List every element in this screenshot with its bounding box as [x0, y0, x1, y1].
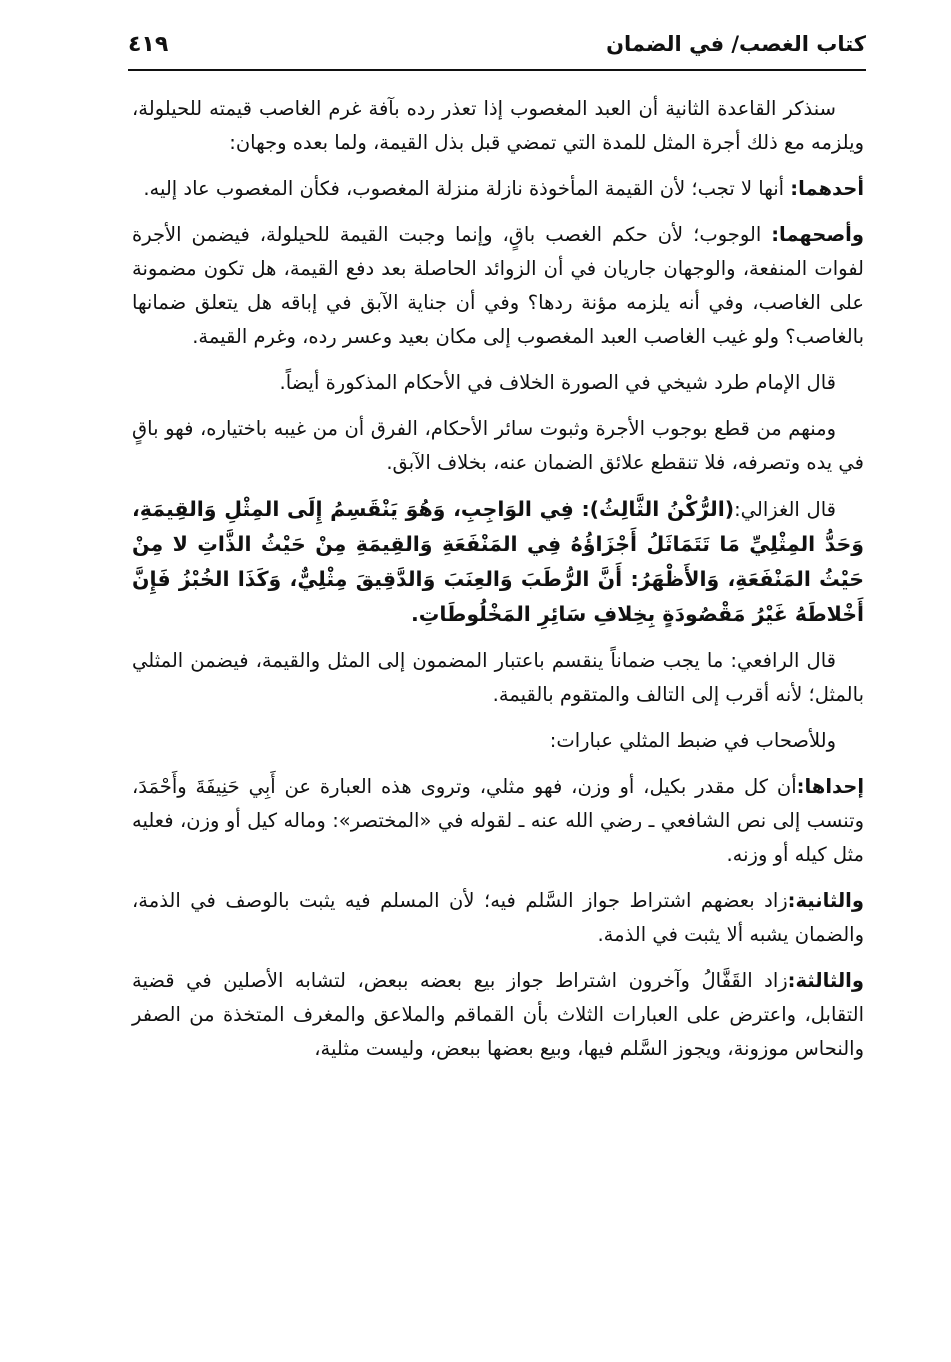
- paragraph-text: الوجوب؛ لأن حكم الغصب باقٍ، وإنما وجبت القيمة للحيلولة، فيضمن الأجرة لفوات المنفعة، والوجهان جاريان في أن الزوائد الحاصلة بعد دفع القيمة، هل تكون مضمونة على الغاصب، وفي أنه يلزمه مؤنة ردها؟ وفي أن جناية الآبق في إباقه هل يتعلق ضمانها بالغاصب؟ ولو غيب الغاصب العبد المغصوب إلى مكان بعيد وعسر رده، وغرم القيمة.: [132, 223, 864, 348]
- paragraph-text: ومنهم من قطع بوجوب الأجرة وثبوت سائر الأحكام، الفرق أن من غيبه باختياره، فهو باقٍ في يده وتصرفه، فلا تنقطع علائق الضمان عنه، بخلاف الآبق.: [132, 417, 864, 474]
- paragraph-text: أن كل مقدر بكيل، أو وزن، فهو مثلي، وتروى هذه العبارة عن أَبِي حَنِيفَةَ وأَحْمَدَ، وتنسب إلى نص الشافعي ـ رضي الله عنه ـ لقوله في «المختصر»: وماله كيل أو وزن، فعليه مثل كيله أو وزنه.: [132, 775, 864, 866]
- header-rule: [128, 69, 866, 71]
- paragraph-text: أنها لا تجب؛ لأن القيمة المأخوذة نازلة منزلة المغصوب، فكأن المغصوب عاد إليه.: [143, 177, 791, 200]
- paragraph-text: قال الرافعي: ما يجب ضماناً ينقسم باعتبار المضمون إلى المثل والقيمة، فيضمن المثلي بالمثل؛ لأنه أقرب إلى التالف والمتقوم بالقيمة.: [132, 649, 864, 706]
- paragraph-lead: والثانية:: [787, 889, 864, 912]
- paragraph-lead: أحدهما:: [790, 177, 864, 200]
- paragraph-lead: قال الغزالي:: [734, 498, 836, 521]
- paragraph-1: [132, 92, 864, 160]
- paragraph-4: [132, 366, 864, 400]
- paragraph-lead: والثالثة:: [787, 969, 864, 992]
- paragraph-text: سنذكر القاعدة الثانية أن العبد المغصوب إذا تعذر رده بآفة غرم الغاصب قيمته للحيلولة، ويلزمه مع ذلك أجرة المثل للمدة التي تمضي قبل بذل القيمة، ولما بعده وجهان:: [132, 97, 864, 154]
- page-header: [128, 30, 866, 66]
- paragraph-9: [132, 770, 864, 872]
- paragraph-text: زاد القَفَّالُ وآخرون اشتراط جواز بيع بعضه ببعض، لتشابه الأصلين في قضية التقابل، واعترض على العبارات الثلاث بأن القماقم والملاعق والمغرف المتخذة من الصفر والنحاس موزونة، ويجوز السَّلم فيها، وبيع بعضها ببعض، وليست مثلية،: [132, 969, 864, 1060]
- body-text: [132, 92, 864, 1078]
- paragraph-6-quote: [132, 492, 864, 632]
- paragraph-text: قال الإمام طرد شيخي في الصورة الخلاف في الأحكام المذكورة أيضاً.: [279, 371, 836, 394]
- paragraph-11: [132, 964, 864, 1066]
- paragraph-text: وللأصحاب في ضبط المثلي عبارات:: [549, 729, 836, 752]
- paragraph-7: [132, 644, 864, 712]
- paragraph-3: [132, 218, 864, 354]
- paragraph-lead: إحداها:: [796, 775, 864, 798]
- paragraph-text: زاد بعضهم اشتراط جواز السَّلم فيه؛ لأن المسلم فيه يثبت بالوصف في الذمة، والضمان يشبه ألا يثبت في الذمة.: [132, 889, 864, 946]
- paragraph-5: [132, 412, 864, 480]
- paragraph-10: [132, 884, 864, 952]
- page-number: ٤١٩: [128, 32, 169, 57]
- running-title: كتاب الغصب/ في الضمان: [606, 32, 866, 56]
- paragraph-lead: وأصحهما:: [771, 223, 864, 246]
- paragraph-2: [132, 172, 864, 206]
- paragraph-8: [132, 724, 864, 758]
- quoted-text: (الرُّكْنُ الثَّالِثُ): فِي الوَاجِبِ، وَهُوَ يَنْقَسِمُ إِلَى المِثْلِ وَالقِيمَةِ، وَحَدُّ المِثْلِيِّ مَا تَتَمَاثَلُ أَجْزَاؤُهُ فِي المَنْفَعَةِ وَالقِيمَةِ مِنْ حَيْثُ الذَّاتِ لا مِنْ حَيْثُ المَنْفَعَةِ، وَالأَظْهَرُ: أَنَّ الرُّطَبَ وَالعِنَبَ وَالدَّقِيقَ مِثْلِيٌّ، وَكَذَا الخُبْزُ فَإِنَّ أَخْلاطَهُ غَيْرُ مَقْصُودَةٍ بِخِلافِ سَائِرِ المَخْلُوطَاتِ.: [132, 497, 864, 626]
